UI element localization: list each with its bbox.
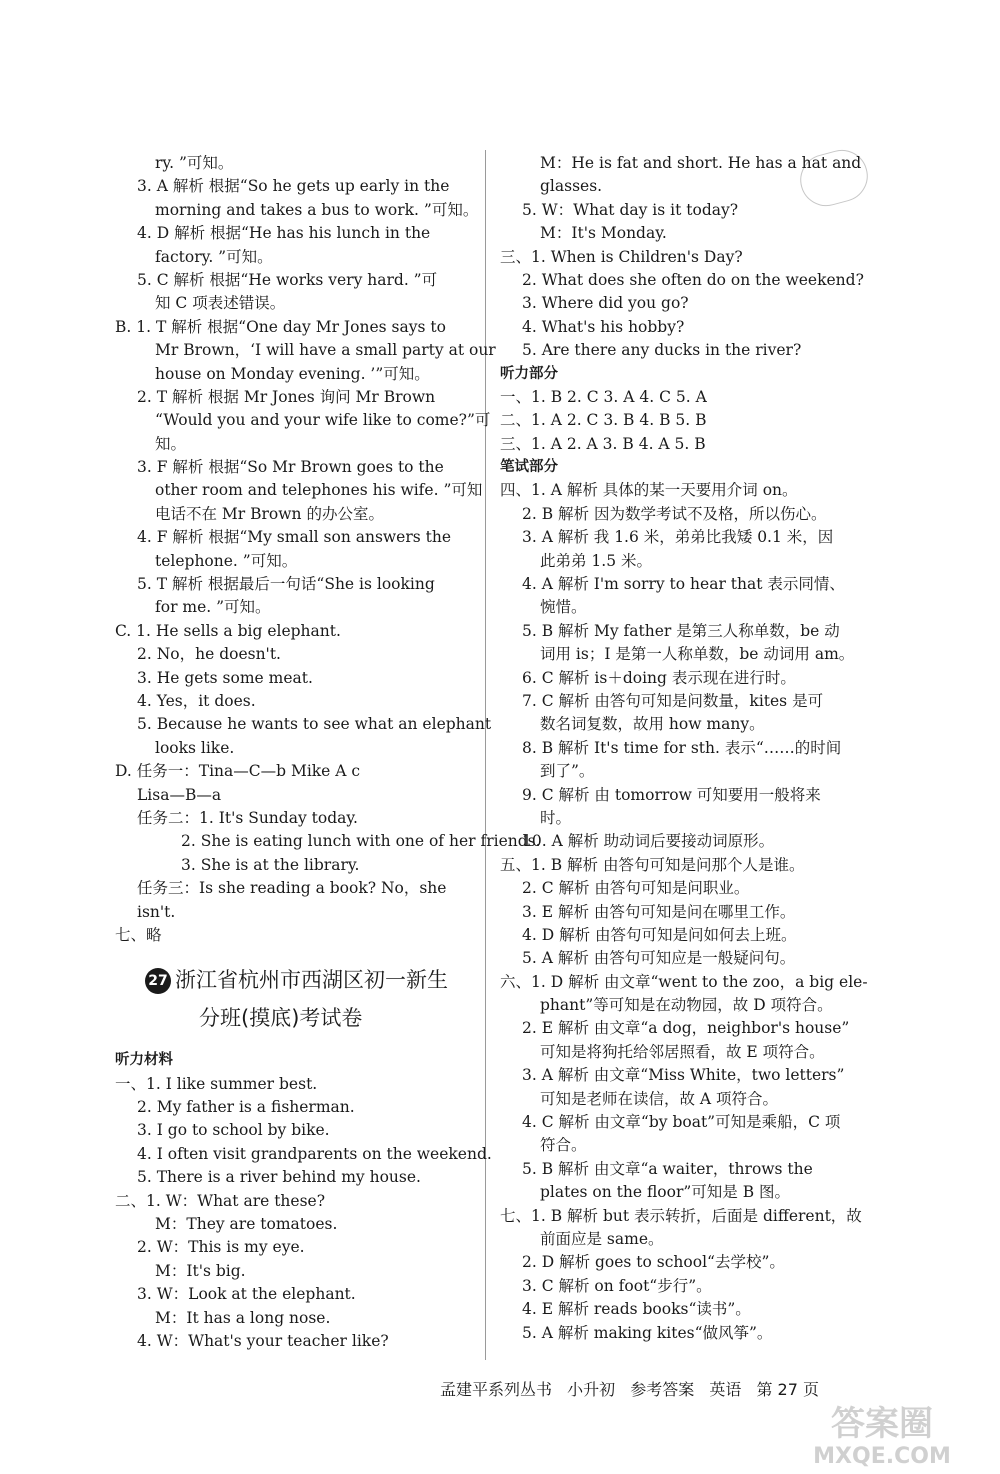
answer-line: 8. B 解析 It's time for sth. 表示“……的时间 bbox=[522, 738, 842, 757]
answer-line: 3. A 解析 由文章“Miss White，two letters” bbox=[522, 1066, 845, 1085]
answer-line: 一、1. I like summer best. bbox=[115, 1074, 318, 1093]
column-divider bbox=[485, 150, 486, 1360]
answer-line: looks like. bbox=[155, 738, 235, 757]
footer-subject: 英语 bbox=[709, 1380, 742, 1399]
answer-line: 可知是老师在读信，故 A 项符合。 bbox=[540, 1089, 779, 1108]
section-heading: 听力材料 bbox=[115, 1052, 173, 1069]
answer-line: 4. D 解析 由答句可知是问如何去上班。 bbox=[522, 925, 797, 944]
answer-line: phant”等可知是在动物园，故 D 项符合。 bbox=[540, 996, 833, 1015]
answer-line: 3. A 解析 根据“So he gets up early in the bbox=[137, 177, 450, 196]
answer-line: 5. Because he wants to see what an elephant bbox=[137, 715, 492, 734]
answer-line: 4. E 解析 reads books“读书”。 bbox=[522, 1300, 751, 1319]
answer-line: 任务三：Is she reading a book? No，she bbox=[137, 879, 447, 898]
answer-line: 四、1. A 解析 具体的某一天要用介词 on。 bbox=[500, 481, 798, 500]
answer-line: 二、1. A 2. C 3. B 4. B 5. B bbox=[500, 411, 707, 430]
answer-line: 电话不在 Mr Brown 的办公室。 bbox=[155, 504, 384, 523]
footer-type: 参考答案 bbox=[630, 1380, 695, 1399]
answer-line: 三、1. When is Children's Day? bbox=[500, 247, 743, 266]
answer-line: 2. No，he doesn't. bbox=[137, 645, 281, 664]
answer-line: 到了”。 bbox=[540, 762, 595, 781]
answer-line: 5. There is a river behind my house. bbox=[137, 1168, 421, 1187]
answer-line: 3. E 解析 由答句可知是问在哪里工作。 bbox=[522, 902, 796, 921]
answer-line: 二、1. W：What are these? bbox=[115, 1191, 326, 1210]
answer-line: 4. C 解析 由文章“by boat”可知是乘船，C 项 bbox=[522, 1113, 841, 1132]
footer-series: 孟建平系列丛书 bbox=[440, 1380, 553, 1399]
answer-line: factory. ”可知。 bbox=[155, 247, 273, 266]
section-heading: 笔试部分 bbox=[500, 459, 558, 476]
answer-line: 可知是将狗托给邻居照看，故 E 项符合。 bbox=[540, 1042, 825, 1061]
answer-line: ry. ”可知。 bbox=[155, 154, 234, 172]
answer-line: 5. B 解析 My father 是第三人称单数，be 动 bbox=[522, 621, 840, 640]
watermark-domain: MXQE.COM bbox=[813, 1444, 951, 1469]
section-heading: 听力部分 bbox=[500, 365, 558, 382]
answer-line: 3. She is at the library. bbox=[181, 855, 360, 874]
answer-line: M：It's Monday. bbox=[540, 224, 667, 243]
section-title bbox=[115, 961, 475, 1041]
section-title-line2: 分班(摸底)考试卷 bbox=[199, 1006, 363, 1031]
answer-line: 七、略 bbox=[115, 925, 162, 944]
answer-line: M：They are tomatoes. bbox=[155, 1215, 338, 1234]
answer-line: 5. T 解析 根据最后一句话“She is looking bbox=[137, 575, 435, 594]
page-footer bbox=[440, 1377, 829, 1400]
answer-line: 2. My father is a fisherman. bbox=[137, 1098, 355, 1117]
answer-line: 3. C 解析 on foot“步行”。 bbox=[522, 1276, 712, 1295]
answer-line: 3. He gets some meat. bbox=[137, 668, 313, 687]
answer-line: M：He is fat and short. He has a hat and bbox=[540, 154, 862, 172]
section-number-badge: 27 bbox=[145, 968, 171, 994]
answer-line: 五、1. B 解析 由答句可知是问那个人是谁。 bbox=[500, 855, 805, 874]
answer-line: C. 1. He sells a big elephant. bbox=[115, 621, 341, 640]
answer-line: morning and takes a bus to work. ”可知。 bbox=[155, 200, 479, 219]
watermark-logo bbox=[782, 1395, 982, 1470]
answer-line: 词用 is；I 是第一人称单数，be 动词用 am。 bbox=[540, 645, 855, 664]
answer-line: M：It has a long nose. bbox=[155, 1308, 331, 1327]
answer-line: glasses. bbox=[540, 177, 603, 196]
answer-line: 2. W：This is my eye. bbox=[137, 1238, 305, 1257]
answer-line: 5. A 解析 making kites“做风筝”。 bbox=[522, 1323, 773, 1342]
watermark-text: 答案圈 bbox=[831, 1404, 933, 1444]
answer-line: Mr Brown，‘I will have a small party at our bbox=[155, 341, 496, 360]
answer-line: 3. W：Look at the elephant. bbox=[137, 1285, 356, 1304]
footer-page: 第 27 页 bbox=[756, 1380, 819, 1399]
answer-line: 三、1. A 2. A 3. B 4. A 5. B bbox=[500, 434, 706, 453]
answer-line: 2. C 解析 由答句可知是问职业。 bbox=[522, 879, 750, 898]
answer-line: 一、1. B 2. C 3. A 4. C 5. A bbox=[500, 387, 707, 406]
answer-line: house on Monday evening. ’”可知。 bbox=[155, 364, 430, 383]
answer-line: 4. F 解析 根据“My small son answers the bbox=[137, 528, 452, 547]
answer-line: 5. B 解析 由文章“a waiter，throws the bbox=[522, 1159, 813, 1178]
answer-line: 5. C 解析 根据“He works very hard. ”可 bbox=[137, 270, 438, 289]
answer-line: 2. E 解析 由文章“a dog，neighbor's house” bbox=[522, 1019, 850, 1038]
answer-line: 3. F 解析 根据“So Mr Brown goes to the bbox=[137, 458, 444, 477]
answer-line: 知。 bbox=[155, 434, 187, 453]
answer-line: D. 任务一：Tina—C—b Mike A c bbox=[115, 762, 361, 781]
section-title-text: 浙江省杭州市西湖区初一新生 bbox=[175, 968, 448, 993]
answer-line: 符合。 bbox=[540, 1136, 587, 1155]
answer-line: 3. A 解析 我 1.6 米，弟弟比我矮 0.1 米，因 bbox=[522, 528, 834, 547]
answer-line: 5. A 解析 由答句可知应是一般疑问句。 bbox=[522, 949, 796, 968]
answer-line: 2. What does she often do on the weekend? bbox=[522, 270, 864, 289]
answer-line: 惋惜。 bbox=[540, 598, 587, 617]
answer-line: 4. W：What's your teacher like? bbox=[137, 1331, 389, 1350]
answer-line: for me. ”可知。 bbox=[155, 598, 271, 617]
answer-line: 此弟弟 1.5 米。 bbox=[540, 551, 653, 570]
watermark-logo-icon bbox=[782, 1395, 982, 1470]
answer-line: 知 C 项表述错误。 bbox=[155, 294, 286, 313]
answer-line: 4. I often visit grandparents on the weekend. bbox=[137, 1144, 492, 1163]
answer-line: 任务二：1. It's Sunday today. bbox=[137, 808, 358, 827]
answer-line: 时。 bbox=[540, 808, 572, 827]
answer-line: 4. A 解析 I'm sorry to hear that 表示同情、 bbox=[522, 575, 845, 594]
answer-line: M：It's big. bbox=[155, 1261, 246, 1280]
answer-line: Lisa—B—a bbox=[137, 785, 222, 804]
answer-line: 2. She is eating lunch with one of her friends. bbox=[181, 832, 541, 851]
answer-line: 2. B 解析 因为数学考试不及格，所以伤心。 bbox=[522, 504, 827, 523]
answer-line: 5. W：What day is it today? bbox=[522, 200, 739, 219]
answer-line: 六、1. D 解析 由文章“went to the zoo，a big ele- bbox=[500, 972, 868, 991]
answer-line: isn't. bbox=[137, 902, 176, 921]
answer-line: 2. D 解析 goes to school“去学校”。 bbox=[522, 1253, 785, 1272]
footer-level: 小升初 bbox=[567, 1380, 616, 1399]
answer-line: 9. C 解析 由 tomorrow 可知要用一般将来 bbox=[522, 785, 821, 804]
answer-line: 10. A 解析 助动词后要接动词原形。 bbox=[522, 832, 775, 851]
answer-line: 4. D 解析 根据“He has his lunch in the bbox=[137, 224, 431, 243]
answer-line: other room and telephones his wife. ”可知 bbox=[155, 481, 483, 500]
answer-line: 2. T 解析 根据 Mr Jones 询问 Mr Brown bbox=[137, 387, 436, 406]
answer-line: 3. I go to school by bike. bbox=[137, 1121, 330, 1140]
answer-line: 5. Are there any ducks in the river? bbox=[522, 341, 802, 360]
answer-line: 数名词复数，故用 how many。 bbox=[540, 715, 765, 734]
section-title-line1 bbox=[115, 961, 475, 999]
answer-line: 3. Where did you go? bbox=[522, 294, 689, 313]
answer-line: 前面应是 same。 bbox=[540, 1229, 664, 1248]
answer-line: telephone. ”可知。 bbox=[155, 551, 298, 570]
answer-line: plates on the floor”可知是 B 图。 bbox=[540, 1183, 791, 1202]
answer-line: B. 1. T 解析 根据“One day Mr Jones says to bbox=[115, 317, 446, 336]
answer-line: 4. Yes，it does. bbox=[137, 691, 256, 710]
right-column bbox=[500, 152, 885, 1345]
answer-line: “Would you and your wife like to come?”可 bbox=[155, 411, 491, 430]
answer-line: 7. C 解析 由答句可知是问数量，kites 是可 bbox=[522, 691, 824, 710]
answer-line: 6. C 解析 is＋doing 表示现在进行时。 bbox=[522, 668, 796, 687]
answer-line: 七、1. B 解析 but 表示转折，后面是 different，故 bbox=[500, 1206, 862, 1225]
answer-line: 4. What's his hobby? bbox=[522, 317, 685, 336]
